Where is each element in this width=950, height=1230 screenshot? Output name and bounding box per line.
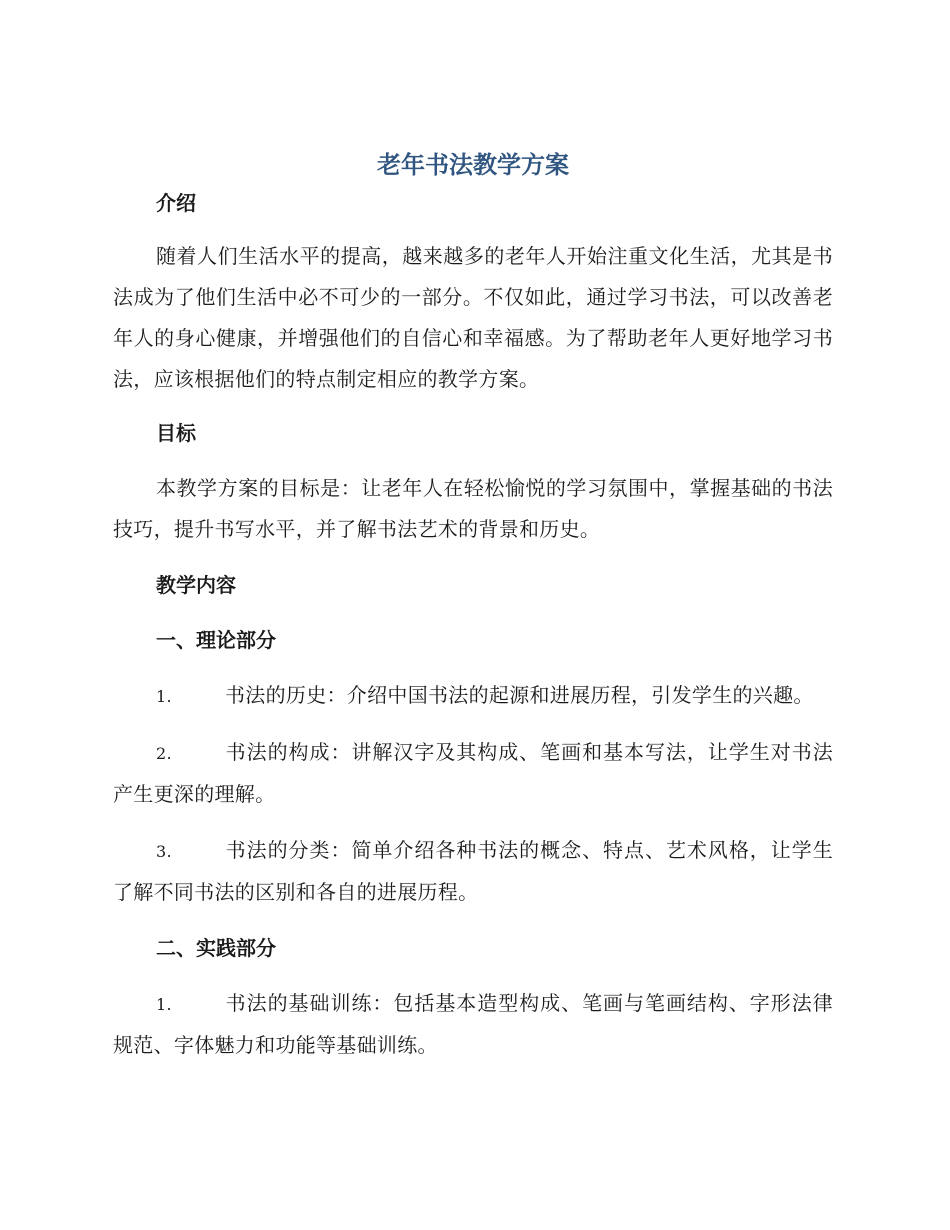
list-item	[113, 830, 833, 913]
list-item	[113, 675, 833, 717]
list-item	[113, 983, 833, 1066]
document-page	[113, 140, 833, 1066]
list-item-text: 书法的历史：介绍中国书法的起源和进展历程，引发学生的兴趣。	[225, 683, 814, 707]
list-item	[113, 732, 833, 815]
practice-heading: 二、实践部分	[156, 936, 276, 960]
list-item-text: 书法的分类：简单介绍各种书法的概念、特点、艺术风格，让学生了解不同书法的区别和各自的进展历程。	[113, 838, 833, 904]
list-item-number: 1.	[156, 995, 172, 1014]
list-item-number: 2.	[156, 744, 172, 763]
intro-heading: 介绍	[156, 191, 196, 215]
list-item-number: 1.	[156, 687, 172, 706]
list-item-text: 书法的构成：讲解汉字及其构成、笔画和基本写法，让学生对书法产生更深的理解。	[113, 740, 833, 806]
list-item-number: 3.	[156, 842, 172, 861]
list-item-text: 书法的基础训练：包括基本造型构成、笔画与笔画结构、字形法律规范、字体魅力和功能等基础训练。	[113, 991, 833, 1057]
content-heading: 教学内容	[156, 573, 236, 597]
goal-paragraph: 本教学方案的目标是：让老年人在轻松愉悦的学习氛围中，掌握基础的书法技巧，提升书写水平，并了解书法艺术的背景和历史。	[113, 476, 833, 541]
theory-heading: 一、理论部分	[156, 628, 276, 652]
goal-heading: 目标	[156, 421, 196, 445]
document-title: 老年书法教学方案	[377, 151, 569, 179]
intro-paragraph: 随着人们生活水平的提高，越来越多的老年人开始注重文化生活，尤其是书法成为了他们生活中必不可少的一部分。不仅如此，通过学习书法，可以改善老年人的身心健康，并增强他们的自信心和幸福感。为了帮助老年人更好地学习书法，应该根据他们的特点制定相应的教学方案。	[113, 244, 833, 391]
